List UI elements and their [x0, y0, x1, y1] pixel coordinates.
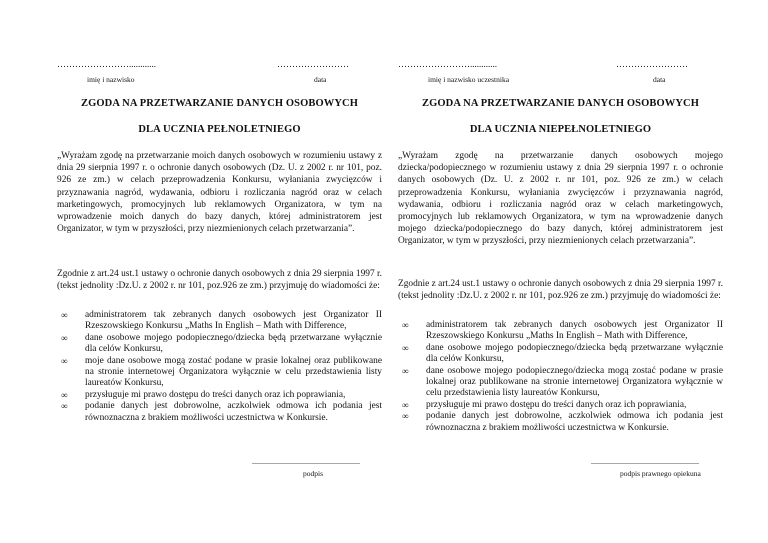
bullet-icon: ∞ [61, 310, 68, 320]
date-field-line[interactable]: …………………… [616, 59, 688, 69]
bullet-icon: ∞ [402, 399, 409, 410]
notice-list [57, 310, 382, 424]
list-item: ∞ dane osobowe mojego podopiecznego/dziecka mogą zostać podane w prasie lokalnej oraz publikowane na stronie internetowej Organizatora wyłącznie w celu przedstawienia listy laureatów Konkursu, [402, 365, 723, 399]
notice-list [398, 320, 723, 434]
list-item: ∞ administratorem tak zebranych danych osobowych jest Organizator II Rzeszowskiego Konkursu „Maths In English – Math with Difference, [61, 310, 382, 332]
legal-notice: Zgodnie z art.24 ust.1 ustawy o ochronie danych osobowych z dnia 29 sierpnia 1997 r. (tekst jednolity :Dz.U. z 2002 r. nr 101, poz.926 ze zm.) przyjmuję do wiadomości że: [398, 279, 723, 302]
consent-statement: „Wyrażam zgodę na przetwarzanie moich danych osobowych w rozumieniu ustawy z dnia 29 sierpnia 1997 r. o ochronie danych osobowych (Dz. U. z 2002 r. nr 101, poz. 926 ze zm.) w celach przeprowadzenia Konkursu, wyłaniania zwycięzców i przyznawania nagród, wydawania, odbioru i rozliczania nagród oraz w celach marketingowych, promocyjnych lub reklamowych Organizatora, w tym na wprowadzenie moich danych do bazy danych, której administratorem jest Organizator, w tym w przyszłości, przy niezmienionych celach przetwarzania”. [57, 151, 382, 235]
date-field-line[interactable]: …………………… [277, 59, 349, 69]
list-item: ∞ przysługuje mi prawo dostępu do treści danych oraz ich poprawiania, [402, 399, 687, 410]
bullet-icon: ∞ [402, 342, 409, 353]
bullet-icon: ∞ [61, 401, 68, 412]
list-item: ∞ przysługuje mi prawo dostępu do treści danych oraz ich poprawiania, [61, 389, 346, 400]
signature-line[interactable]: ...................................................... [252, 457, 360, 466]
participant-name-field-caption: imię i nazwisko uczestnika [428, 75, 510, 84]
bullet-icon: ∞ [402, 411, 409, 422]
signature-caption: podpis [303, 469, 324, 478]
bullet-icon: ∞ [61, 389, 68, 400]
bullet-icon: ∞ [61, 355, 68, 366]
name-field-caption: imię i nazwisko [87, 75, 135, 84]
signature-line[interactable]: ...................................................... [591, 457, 699, 466]
list-item: ∞ podanie danych jest dobrowolne, aczkolwiek odmowa ich podania jest równoznaczna z brakiem możliwości uczestnictwa w Konkursie. [402, 411, 723, 433]
guardian-signature-caption: podpis prawnego opiekuna [620, 469, 701, 478]
form-subtitle: DLA UCZNIA PEŁNOLETNIEGO [138, 124, 301, 135]
list-item: ∞ podanie danych jest dobrowolne, aczkolwiek odmowa ich podania jest równoznaczna z brakiem możliwości uczestnictwa w Konkursie. [61, 401, 382, 423]
list-item: ∞ dane osobowe mojego podopiecznego/dziecka będą przetwarzane wyłącznie dla celów Konkursu, [61, 332, 382, 355]
form-title: ZGODA NA PRZETWARZANIE DANYCH OSOBOWYCH [422, 98, 699, 109]
legal-notice: Zgodnie z art.24 ust.1 ustawy o ochronie danych osobowych z dnia 29 sierpnia 1997 r. (tekst jednolity :Dz.U. z 2002 r. nr 101, poz.926 ze zm.) przyjmuję do wiadomości że: [57, 269, 382, 292]
bullet-icon: ∞ [61, 332, 68, 343]
date-field-caption: data [314, 75, 327, 84]
bullet-icon: ∞ [402, 320, 409, 330]
form-title: ZGODA NA PRZETWARZANIE DANYCH OSOBOWYCH [81, 98, 358, 109]
name-field-line[interactable]: ……………………............ [57, 59, 156, 69]
form-subtitle: DLA UCZNIA NIEPEŁNOLETNIEGO [469, 124, 652, 135]
date-field-caption: data [653, 75, 666, 84]
consent-statement: „Wyrażam zgodę na przetwarzanie danych osobowych mojego dziecka/podopiecznego w rozumieniu ustawy z dnia 29 sierpnia 1997 r. o ochronie danych osobowych (Dz. U. z 2002 r. nr 101, poz. 926 ze zm.) w celach przeprowadzenia Konkursu, wyłaniania zwycięzców i przyznawania nagród, wydawania, odbioru i rozliczania nagród oraz w celach marketingowych, promocyjnych lub reklamowych Organizatora, w tym na wprowadzenie danych mojego dziecka/podopiecznego do bazy danych, której administratorem jest Organizator, w tym w przyszłości, przy niezmienionych celach przetwarzania”. [398, 151, 723, 247]
list-item: ∞ dane osobowe mojego podopiecznego/dziecka będą przetwarzane wyłącznie dla celów Konkursu, [402, 342, 723, 365]
list-item: ∞ moje dane osobowe mogą zostać podane w prasie lokalnej oraz publikowane na stronie internetowej Organizatora wyłącznie w celu przedstawienia listy laureatów Konkursu, [61, 355, 382, 389]
participant-name-field-line[interactable]: ……………………............ [398, 59, 497, 69]
bullet-icon: ∞ [402, 365, 409, 376]
list-item: ∞ administratorem tak zebranych danych osobowych jest Organizator II Rzeszowskiego Konkursu „Maths In English – Math with Difference, [402, 320, 723, 342]
